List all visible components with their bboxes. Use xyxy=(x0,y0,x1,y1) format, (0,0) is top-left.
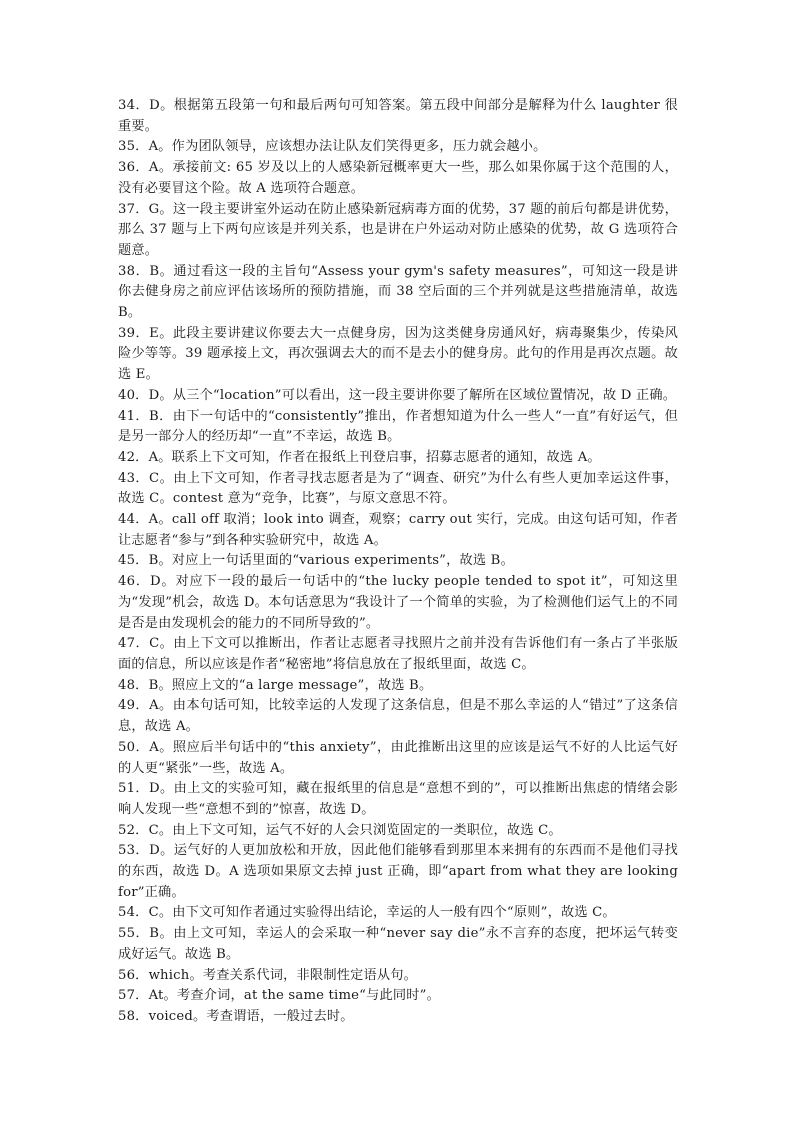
answer-58: 58．voiced。考查谓语，一般过去时。 xyxy=(118,1008,354,1024)
answer-43: 43．C。由上下文可知，作者寻找志愿者是为了“调查、研究”为什么有些人更加幸运这件事，故选 C。contest 意为“竞争，比赛”，与原文意思不符。 xyxy=(118,470,678,507)
answer-54: 54．C。由下文可知作者通过实验得出结论，幸运的人一般有四个“原则”，故选 C。 xyxy=(118,905,616,921)
answer-51: 51．D。由上文的实验可知，藏在报纸里的信息是“意想不到的”，可以推断出焦虑的情绪会影响人发现一些“意想不到的”惊喜，故选 D。 xyxy=(118,781,678,817)
answer-48: 48．B。照应上文的“a large message”，故选 B。 xyxy=(118,677,433,693)
answer-39: 39．E。此段主要讲建议你要去大一点健身房，因为这类健身房通风好，病毒聚集少，传染风险少等等。39 题承接上文，再次强调去大的而不是去小的健身房。此句的作用是再次点题。故选 E。 xyxy=(118,325,678,383)
answer-36: 36．A。承接前文: 65 岁及以上的人感染新冠概率更大一些，那么如果你属于这个范围的人，没有必要冒这个险。故 A 选项符合题意。 xyxy=(118,160,678,196)
answer-50: 50．A。照应后半句话中的“this anxiety”，由此推断出这里的应该是运气不好的人比运气好的人更“紧张”一些，故选 A。 xyxy=(118,739,678,776)
answer-49: 49．A。由本句话可知，比较幸运的人发现了这条信息，但是不那么幸运的人“错过”了这条信息，故选 A。 xyxy=(118,698,678,735)
answer-explanations xyxy=(118,96,678,1028)
answer-38: 38．B。通过看这一段的主旨句“Assess your gym's safety measures”，可知这一段是讲你去健身房之前应评估该场所的预防措施，而 38 空后面的三个并列就是这些措施清单，故选 B。 xyxy=(118,263,678,321)
answer-57: 57．At。考查介词，at the same time“与此同时”。 xyxy=(118,988,441,1004)
answer-35: 35．A。作为团队领导，应该想办法让队友们笑得更多，压力就会越小。 xyxy=(118,139,547,155)
answer-52: 52．C。由上下文可知，运气不好的人会只浏览固定的一类职位，故选 C。 xyxy=(118,822,562,838)
answer-46: 46．D。对应下一段的最后一句话中的“the lucky people tended to spot it”，可知这里为“发现”机会，故选 D。本句话意思为“我设计了一个简单的实验，为了检测他们运气上的不同是否是由发现机会的能力的不同所导致的”。 xyxy=(118,574,678,631)
answer-40: 40．D。从三个“location”可以看出，这一段主要讲你要了解所在区域位置情况，故 D 正确。 xyxy=(118,387,677,403)
answer-56: 56．which。考查关系代词，非限制性定语从句。 xyxy=(118,967,418,983)
answer-42: 42．A。联系上下文可知，作者在报纸上刊登启事，招募志愿者的通知，故选 A。 xyxy=(118,449,601,465)
answer-45: 45．B。对应上一句话里面的“various experiments”，故选 B。 xyxy=(118,553,514,569)
answer-53: 53．D。运气好的人更加放松和开放，因此他们能够看到那里本来拥有的东西而不是他们寻找的东西，故选 D。A 选项如果原文去掉 just 正确，即“apart from what they are looking for”正确。 xyxy=(118,843,678,900)
answer-47: 47．C。由上下文可以推断出，作者让志愿者寻找照片之前并没有告诉他们有一条占了半张版面的信息，所以应该是作者“秘密地”将信息放在了报纸里面，故选 C。 xyxy=(118,636,678,672)
answer-37: 37．G。这一段主要讲室外运动在防止感染新冠病毒方面的优势，37 题的前后句都是讲优势，那么 37 题与上下两句应该是并列关系，也是讲在户外运动对防止感染的优势，故 G 选项符合题意。 xyxy=(118,201,678,258)
answer-44: 44．A。call off 取消；look into 调查，观察；carry out 实行，完成。由这句话可知，作者让志愿者“参与”到各种实验研究中，故选 A。 xyxy=(118,512,678,548)
answer-55: 55．B。由上文可知，幸运人的会采取一种“never say die”永不言弃的态度，把坏运气转变成好运气。故选 B。 xyxy=(118,926,678,962)
answer-41: 41．B．由下一句话中的“consistently”推出，作者想知道为什么一些人“一直”有好运气，但是另一部分人的经历却“一直”不幸运，故选 B。 xyxy=(118,408,678,445)
answer-34: 34．D。根据第五段第一句和最后两句可知答案。第五段中间部分是解释为什么 laughter 很重要。 xyxy=(118,98,678,134)
